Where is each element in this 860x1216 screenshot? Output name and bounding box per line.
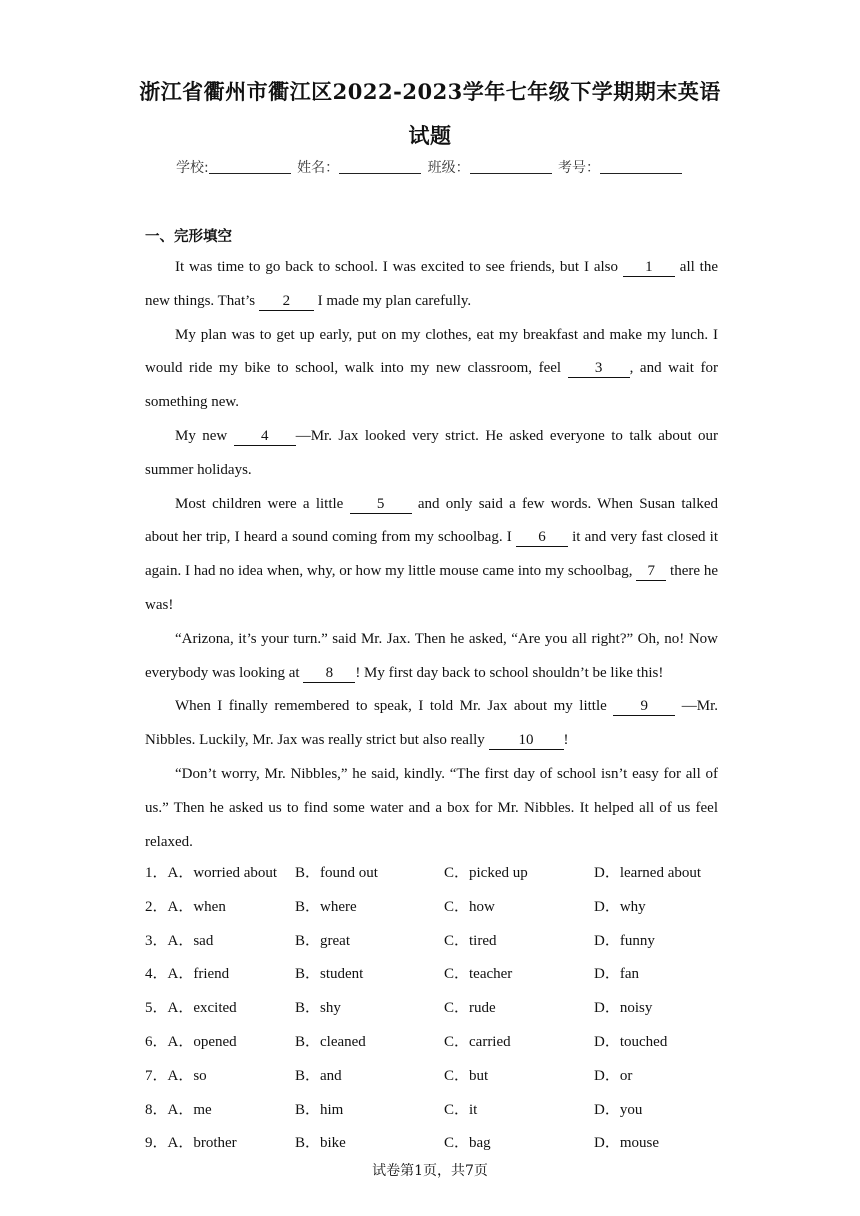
option-a: 2．A．when [145,898,226,915]
passage-text: all the new things. That’s [145,259,718,309]
blank-1: 1 [623,258,675,277]
option-c: C．teacher [444,966,513,983]
blank-6: 6 [516,528,568,547]
option-b: B．and [295,1067,342,1084]
passage-paragraph [145,251,718,319]
class-label: 班级： [427,160,470,176]
option-c: C．how [444,898,495,915]
question-row [145,956,725,990]
passage-paragraph [145,488,718,623]
class-field[interactable] [470,159,552,174]
passage-paragraph [145,690,718,758]
option-d: D．mouse [594,1135,659,1152]
question-row [145,1092,725,1126]
option-c: C．picked up [444,865,528,881]
question-row [145,990,725,1024]
passage-text: When I finally remembered to speak, I told Mr. Jax about my little [175,698,614,715]
blank-2: 2 [259,292,314,311]
option-c: C．bag [444,1135,491,1152]
option-d: D．touched [594,1033,668,1050]
passage-text: I made my plan carefully. [313,292,472,309]
passage-text: —Mr. Jax looked very strict. He asked everyone to talk about our summer holidays. [145,427,719,478]
page-title: 浙江省衢州市衢江区2022-2023学年七年级下学期期末英语 [139,79,721,104]
passage-text: it and very fast closed it again. I had no idea when, why, or how my little mouse came into my schoolbag, [145,529,718,580]
page-title-continued: 试题 [408,123,452,148]
option-b: B．where [295,898,357,915]
question-row [145,1058,725,1092]
question-row [145,923,725,957]
passage-text: It was time to go back to school. I was excited to see friends, but I also [175,259,623,275]
blank-4: 4 [234,427,296,446]
blank-7: 7 [636,562,666,581]
option-d: D．funny [594,932,655,949]
option-d: D．learned about [594,865,702,881]
passage-paragraph [145,420,718,488]
option-a: 6．A．opened [145,1033,237,1050]
option-a: 3．A．sad [145,932,214,949]
passage-text: “Arizona, it’s your turn.” said Mr. Jax. Then he asked, “Are you all right?” Oh, no! Now everybody was looking at [145,630,718,681]
option-c: C．rude [444,1000,496,1017]
option-c: C．but [444,1067,489,1084]
question-row [145,855,725,889]
blank-10: 10 [489,731,564,750]
option-b: B．student [295,966,364,983]
option-b: B．bike [295,1135,346,1152]
passage-text: —Mr. Nibbles. Luckily, Mr. Jax was really strict but also really [145,698,718,749]
blank-8: 8 [303,664,355,683]
passage-paragraph [145,319,718,420]
passage-text: ! [563,732,569,749]
exam-number-field[interactable] [600,159,682,174]
option-d: D．noisy [594,1000,653,1017]
passage-text: there he was! [145,563,718,613]
question-row [145,889,725,923]
passage-text: ! My first day back to school shouldn’t be like this! [355,664,664,681]
school-field[interactable] [209,159,291,174]
student-info-line [0,157,860,177]
passage-text: Most children were a little [175,495,350,512]
name-label: 姓名： [297,160,340,176]
answer-options [145,855,725,1159]
option-d: D．you [594,1101,643,1118]
question-row [145,1024,725,1058]
exam-number-label: 考号： [558,160,601,176]
option-c: C．carried [444,1033,511,1050]
option-a: 9．A．brother [145,1135,237,1152]
blank-9: 9 [613,697,675,716]
option-b: B．him [295,1101,344,1118]
option-a: 1．A．worried about [145,865,278,881]
option-a: 8．A．me [145,1101,212,1118]
option-a: 5．A．excited [145,1000,237,1017]
blank-5: 5 [350,495,412,514]
option-b: B．cleaned [295,1033,366,1050]
passage-text: and only said a few words. When Susan talked about her trip, I heard a sound coming from my schoolbag. I [145,495,719,546]
option-c: C．tired [444,932,497,949]
page-footer: 试卷第1页，共7页 [372,1163,488,1179]
passage-text: “Don’t worry, Mr. Nibbles,” he said, kindly. “The first day of school isn’t easy for all of us.” Then he asked us to find some water and a box for Mr. Nibbles. It helped all of us feel relaxed. [145,765,718,850]
question-row [145,1125,725,1159]
passage-text: , and wait for something new. [145,360,718,411]
blank-3: 3 [568,359,630,378]
option-d: D．fan [594,966,639,983]
passage-paragraph [145,758,718,859]
school-label: 学校: [175,160,209,176]
passage-text: My plan was to get up early, put on my clothes, eat my breakfast and make my lunch. I would ride my bike to school, walk into my new classroom, feel [145,326,718,377]
passage-paragraph [145,623,718,691]
option-d: D．why [594,898,646,915]
passage-text: My new [175,427,234,444]
option-b: B．shy [295,1000,341,1017]
name-field[interactable] [339,159,421,174]
cloze-passage [145,251,718,859]
option-c: C．it [444,1101,478,1118]
option-b: B．found out [295,865,378,881]
option-b: B．great [295,932,350,949]
option-a: 7．A．so [145,1067,207,1084]
section-heading: 一、完形填空 [145,229,232,245]
option-a: 4．A．friend [145,966,230,983]
option-d: D．or [594,1067,633,1084]
